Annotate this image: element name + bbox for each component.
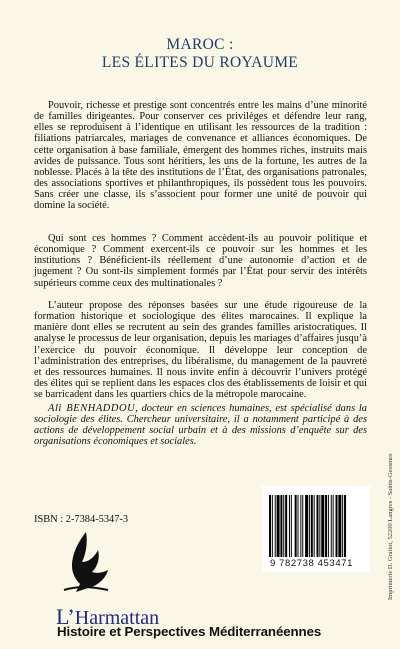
- barcode-bar: [321, 495, 324, 557]
- barcode-bar: [295, 495, 297, 557]
- publisher-name-prefix: L’: [56, 604, 75, 629]
- book-title-line2: LES ÉLITES DU ROYAUME: [101, 54, 299, 71]
- barcode-bar: [309, 495, 310, 557]
- barcode-bar: [317, 495, 319, 557]
- publisher-name-rest: Harmattan: [74, 607, 160, 629]
- barcode-bar: [289, 495, 290, 557]
- isbn: ISBN : 2-7384-5347-3: [34, 514, 129, 525]
- barcode-bar: [305, 495, 308, 557]
- barcode-bar: [333, 495, 334, 557]
- printer-note: Imprimerie D. Gratiot, 52200 Langres - Saints-Geosmes: [387, 453, 394, 600]
- barcode-bar: [298, 495, 299, 557]
- barcode-bar: [291, 495, 292, 557]
- author-bio: [34, 403, 367, 448]
- collection-name: Histoire et Perspectives Méditerranéennes: [57, 624, 322, 639]
- barcode-digits: 9 782738 453471: [270, 558, 353, 569]
- barcode-bar: [275, 495, 276, 557]
- barcode-bar: [311, 495, 313, 557]
- publisher-logo: [58, 530, 118, 600]
- barcode-bar: [300, 495, 301, 557]
- barcode-bar: [325, 495, 327, 557]
- barcode: [269, 495, 365, 557]
- barcode-bar: [269, 495, 271, 557]
- barcode-bar: [277, 495, 280, 557]
- barcode-bar: [285, 495, 287, 557]
- barcode-bar: [302, 495, 303, 557]
- barcode-bar: [328, 495, 329, 557]
- barcode-bar: [344, 495, 346, 557]
- author-bio-text: , docteur en sciences humaines, est spécialisé dans la sociologie des élites. Chercheur universitaire, il a notamment participé à des actions de développement social urbain et à des missions d’enquête sur des organisations économiques et sociales.: [34, 403, 367, 448]
- author-name: Ali BENHADDOU: [48, 403, 136, 414]
- barcode-bar: [331, 495, 332, 557]
- barcode-bar: [319, 495, 320, 557]
- barcode-bar: [280, 495, 282, 557]
- barcode-bar: [342, 495, 343, 557]
- summary-paragraph-3: L’auteur propose des réponses basées sur une étude rigoureuse de la formation historique et sociologique des élites marocaines. Il explique la manière dont elles se recrutent au sein des grandes familles aristocratiques. Il analyse le processus de leur organisation, depuis les mariages d’affaires jusqu’à l’exercice du pouvoir économique. Il développe leur conception de l’administration des entreprises, du libéralisme, du management de la pauvreté et des ressources humaines. Il nous invite enfin à découvrir l’univers protégé des élites qui se replient dans les espaces clos des établissements de loisir et qui se barricadent dans les quartiers chics de la métropole marocaine.: [34, 300, 367, 401]
- book-title-line1: MAROC :: [166, 36, 234, 53]
- barcode-bar: [336, 495, 338, 557]
- summary-paragraph-1: Pouvoir, richesse et prestige sont concentrés entre les mains d’une minorité de familles dirigeantes. Pour conserver ces privilèges et défendre leur rang, elles se reproduisent à l’identique en utilisant les ressources de la tradition : filiations patriarcales, mariages de convenance et alliances économiques. De cette organisation à base familiale, émergent des hommes riches, instruits mais avides de puissance. Tous sont héritiers, les uns de la fortune, les autres de la noblesse. Placés à la tête des institutions de l’État, des organisations patronales, des associations sportives et philanthropiques, ils possèdent tous les pouvoirs. Sans créer une classe, ils s’associent pour former une unité de pouvoir qui domine la société.: [34, 100, 367, 212]
- barcode-bar: [283, 495, 284, 557]
- barcode-bar: [314, 495, 315, 557]
- barcode-bar: [272, 495, 273, 557]
- summary-paragraph-2: Qui sont ces hommes ? Comment accèdent-ils au pouvoir politique et économique ? Comment exercent-ils ce pouvoir sur les hommes et les institutions ? Bénéficient-ils réellement d’une autonomie d’action et de jugement ? Ou sont-ils simplement formés par l’État pour servir des intérêts supérieurs comme ceux des multinationales ?: [34, 233, 367, 289]
- barcode-bar: [338, 495, 341, 557]
